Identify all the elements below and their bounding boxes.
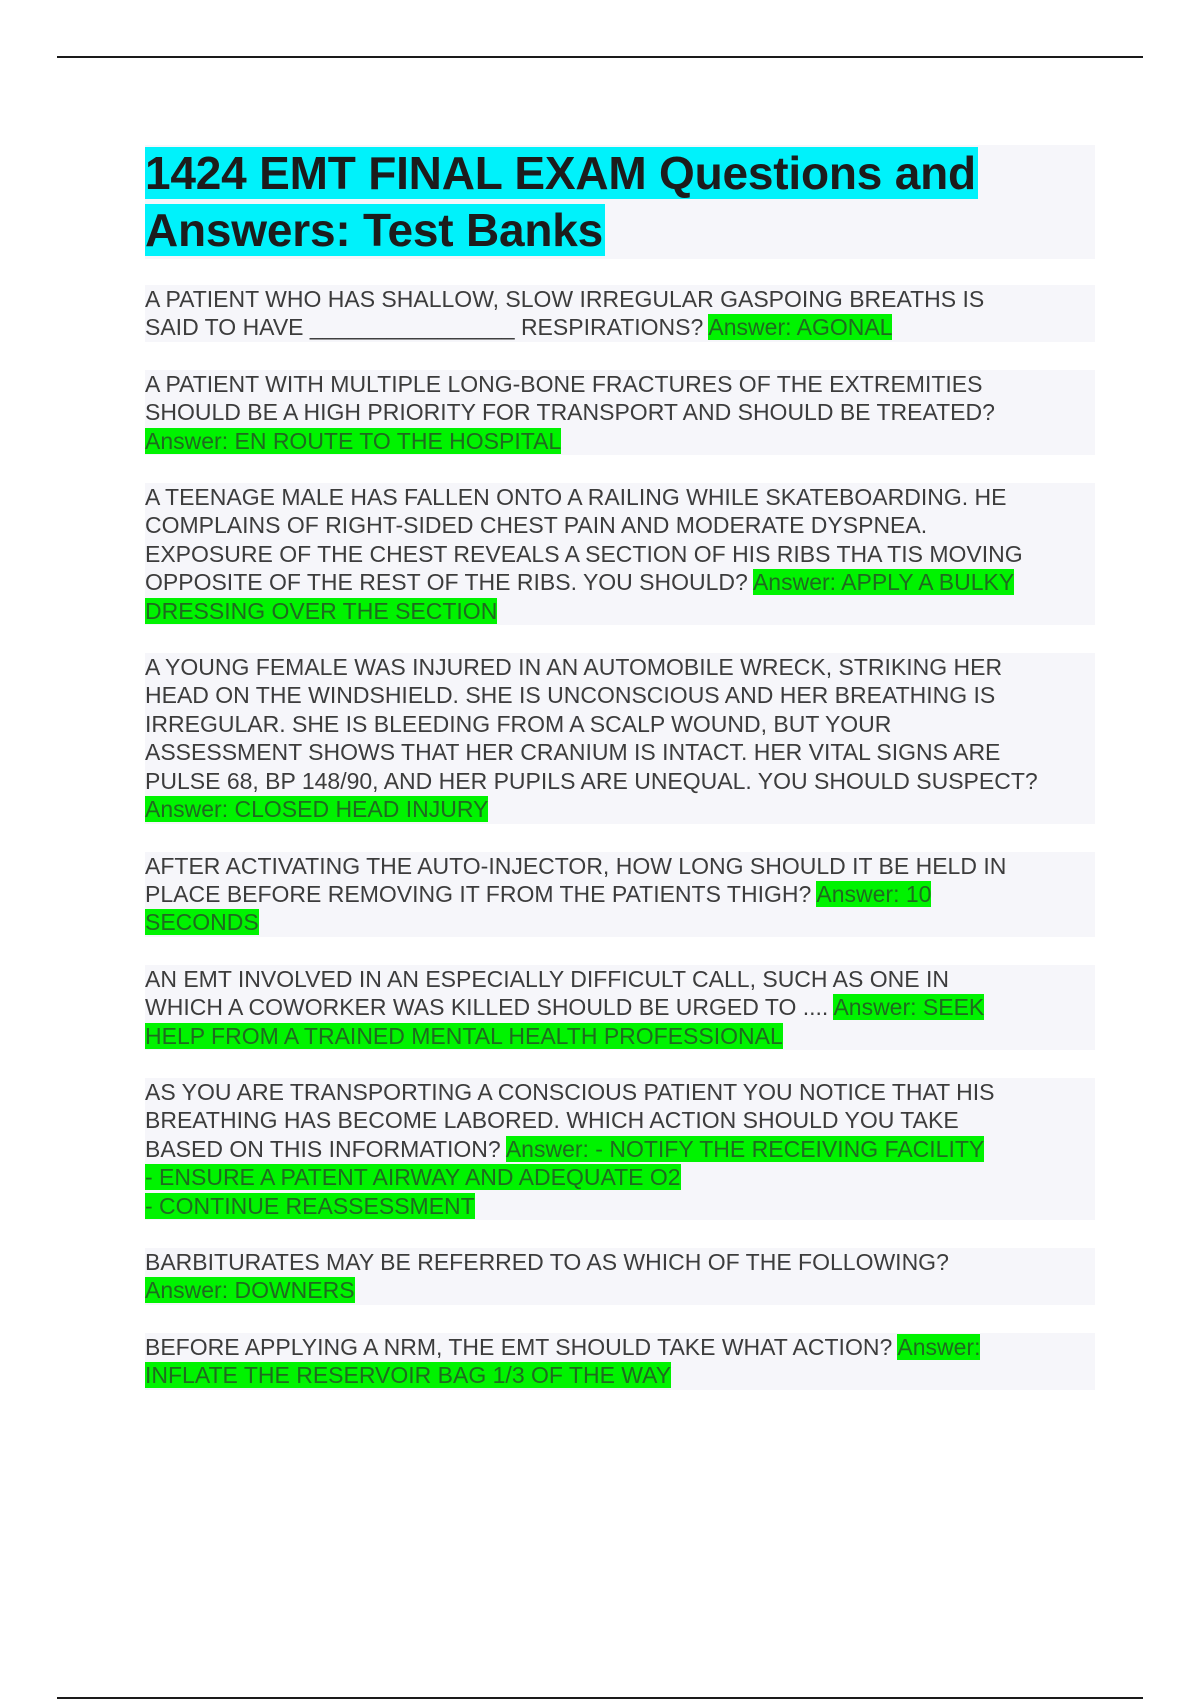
question-text: AN EMT INVOLVED IN AN ESPECIALLY DIFFICULT CALL, SUCH AS ONE IN WHICH A COWORKER WAS KILLED SHOULD BE URGED TO .... <box>145 965 949 1021</box>
answer-text: Answer: EN ROUTE TO THE HOSPITAL <box>145 427 562 454</box>
answer-text: Answer: APPLY A BULKY DRESSING OVER THE SECTION <box>145 569 1015 624</box>
qa-list <box>145 285 1095 1390</box>
document-body <box>145 145 1095 1418</box>
bottom-rule <box>57 1697 1143 1699</box>
qa-item <box>145 483 1095 625</box>
qa-item <box>145 1248 1095 1305</box>
question-text: BARBITURATES MAY BE REFERRED TO AS WHICH OF THE FOLLOWING? <box>145 1248 949 1275</box>
question-text: A PATIENT WHO HAS SHALLOW, SLOW IRREGULAR GASPOING BREATHS IS SAID TO HAVE ________________ RESPIRATIONS? <box>145 286 985 341</box>
question-text: A TEENAGE MALE HAS FALLEN ONTO A RAILING WHILE SKATEBOARDING. HE COMPLAINS OF RIGHT-SIDED CHEST PAIN AND MODERATE DYSPNEA. EXPOSURE OF THE CHEST REVEALS A SECTION OF HIS RIBS THA TIS MOVING OPPOSITE OF THE REST OF THE RIBS. YOU SHOULD? <box>145 484 1023 596</box>
answer-text: Answer: CLOSED HEAD INJURY <box>145 796 489 823</box>
document-title-text <box>145 147 978 256</box>
qa-item <box>145 1333 1095 1390</box>
title-block <box>145 145 1095 259</box>
question-text: A PATIENT WITH MULTIPLE LONG-BONE FRACTURES OF THE EXTREMITIES SHOULD BE A HIGH PRIORITY FOR TRANSPORT AND SHOULD BE TREATED? <box>145 370 995 426</box>
qa-item <box>145 370 1095 455</box>
qa-item <box>145 852 1095 937</box>
qa-item <box>145 653 1095 823</box>
qa-item <box>145 965 1095 1050</box>
answer-text: Answer: AGONAL <box>708 314 893 341</box>
qa-item <box>145 1078 1095 1220</box>
answer-text: Answer: 10 SECONDS <box>145 880 932 936</box>
answer-text: Answer: INFLATE THE RESERVOIR BAG 1/3 OF THE WAY <box>145 1333 981 1389</box>
document-title <box>145 145 1095 259</box>
question-text: A YOUNG FEMALE WAS INJURED IN AN AUTOMOBILE WRECK, STRIKING HER HEAD ON THE WINDSHIELD. SHE IS UNCONSCIOUS AND HER BREATHING IS IRREGULAR. SHE IS BLEEDING FROM A SCALP WOUND, BUT YOUR ASSESSMENT SHOWS THAT HER CRANIUM IS INTACT. HER VITAL SIGNS ARE PULSE 68, BP 148/90, AND HER PUPILS ARE UNEQUAL. YOU SHOULD SUSPECT? <box>145 654 1038 794</box>
qa-item <box>145 285 1095 342</box>
document-title-line: Answers: Test Banks <box>145 204 604 256</box>
question-text: BEFORE APPLYING A NRM, THE EMT SHOULD TAKE WHAT ACTION? <box>145 1333 893 1360</box>
question-text: AFTER ACTIVATING THE AUTO-INJECTOR, HOW LONG SHOULD IT BE HELD IN PLACE BEFORE REMOVING IT FROM THE PATIENTS THIGH? <box>145 852 1007 907</box>
answer-text: Answer: SEEK HELP FROM A TRAINED MENTAL HEALTH PROFESSIONAL <box>145 994 985 1049</box>
answer-text: Answer: DOWNERS <box>145 1277 355 1304</box>
answer-text: Answer: - NOTIFY THE RECEIVING FACILITY - ENSURE A PATENT AIRWAY AND ADEQUATE O2 - CONTINUE REASSESSMENT <box>145 1135 985 1219</box>
top-rule <box>57 56 1143 58</box>
question-text: AS YOU ARE TRANSPORTING A CONSCIOUS PATIENT YOU NOTICE THAT HIS BREATHING HAS BECOME LABORED. WHICH ACTION SHOULD YOU TAKE BASED ON THIS INFORMATION? <box>145 1078 995 1162</box>
document-title-line: 1424 EMT FINAL EXAM Questions and <box>145 147 976 199</box>
